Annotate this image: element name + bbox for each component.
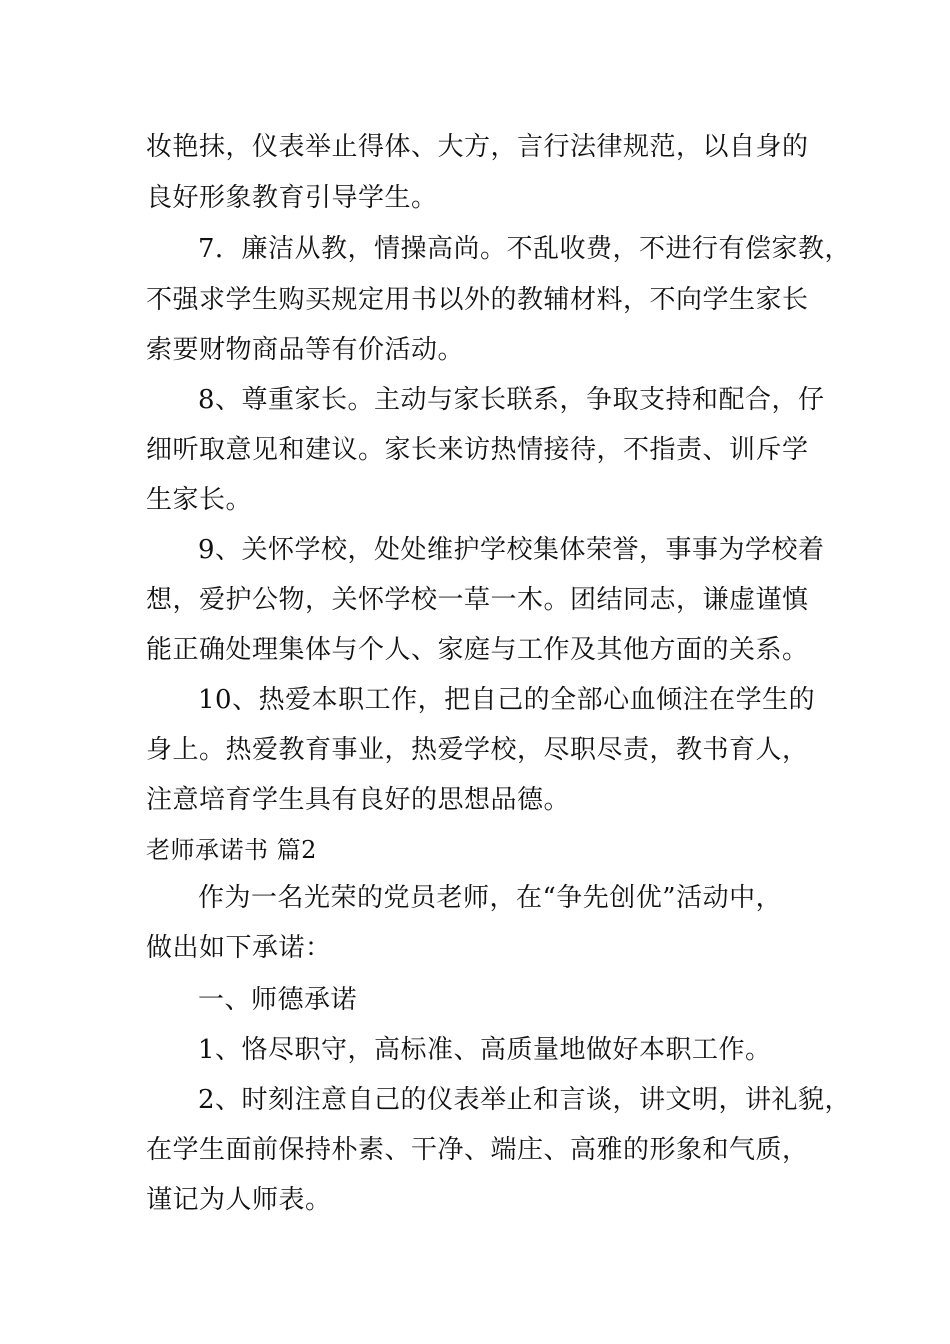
text-line: 不强求学生购买规定用书以外的教辅材料，不向学生家长 [146,285,809,315]
section-heading: 老师承诺书 篇2 [146,836,317,864]
paragraph-item-10: 10、热爱本职工作，把自己的全部心血倾注在学生的 [198,685,816,715]
intro-paragraph: 作为一名光荣的党员老师，在“争先创优”活动中， [198,883,783,913]
paragraph-item-9: 9、关怀学校，处处维护学校集体荣誉，事事为学校着 [198,535,825,565]
text-line: 在学生面前保持朴素、干净、端庄、高雅的形象和气质， [146,1135,809,1165]
commitment-item-1: 1、恪尽职守，高标准、高质量地做好本职工作。 [198,1035,772,1065]
subheading: 一、师德承诺 [198,985,358,1015]
text-line: 妆艳抹，仪表举止得体、大方，言行法律规范，以自身的 [146,132,809,162]
text-line: 索要财物商品等有价活动。 [146,335,465,365]
commitment-item-2: 2、时刻注意自己的仪表举止和言谈，讲文明，讲礼貌， [198,1085,852,1115]
text-line: 生家长。 [146,485,253,515]
paragraph-item-8: 8、尊重家长。主动与家长联系，争取支持和配合，仔 [198,385,825,415]
text-line: 细听取意见和建议。家长来访热情接待，不指责、训斥学 [146,435,809,465]
text-line: 身上。热爱教育事业，热爱学校，尽职尽责，教书育人， [146,735,809,765]
text-line: 做出如下承诺： [146,933,332,963]
text-line: 注意培育学生具有良好的思想品德。 [146,785,571,815]
text-line: 想，爱护公物，关怀学校一草一木。团结同志，谦虚谨慎 [146,585,809,615]
text-line: 良好形象教育引导学生。 [146,183,438,213]
text-line: 能正确处理集体与个人、家庭与工作及其他方面的关系。 [146,635,809,665]
text-line: 谨记为人师表。 [146,1185,332,1215]
paragraph-item-7: 7．廉洁从教，情操高尚。不乱收费，不进行有偿家教， [198,234,852,264]
